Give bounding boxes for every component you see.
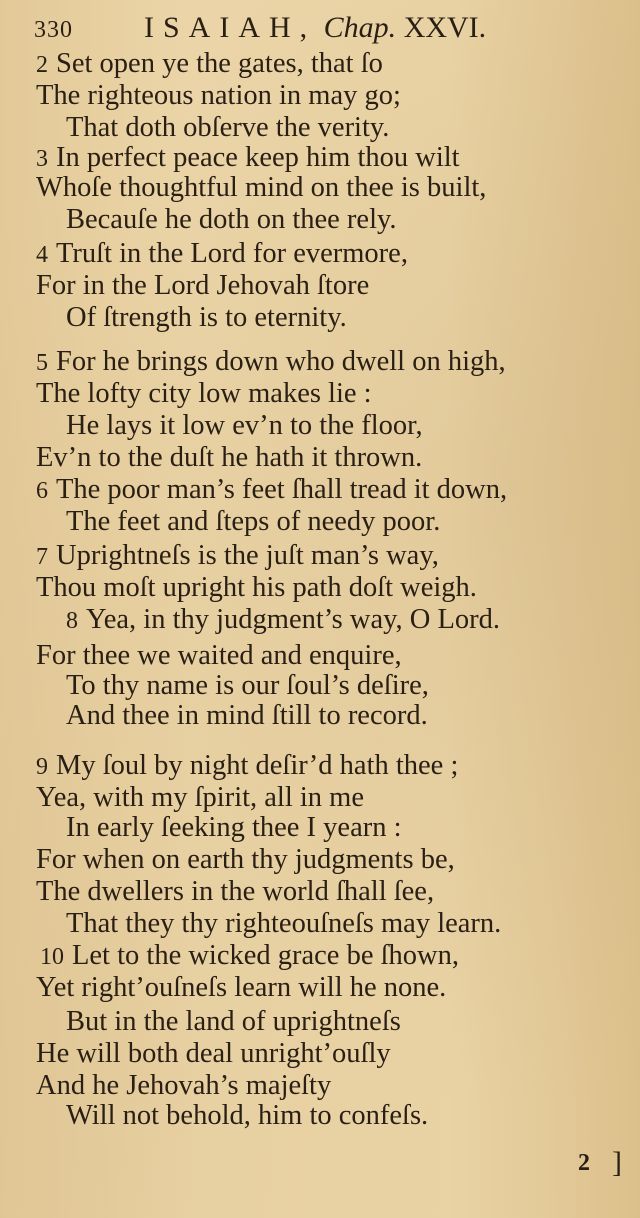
verse-line	[36, 378, 372, 410]
verse-line	[66, 812, 402, 844]
verse-line	[66, 1006, 401, 1038]
signature-mark: 2	[578, 1150, 590, 1176]
verse-line	[36, 442, 422, 474]
verse-line	[36, 876, 434, 908]
verse-line	[36, 270, 369, 302]
verse-text: Will not behold, him to confeſs.	[66, 1100, 429, 1131]
verse-text: For when on earth thy judgments be,	[36, 844, 455, 875]
verse-number: 2	[36, 52, 48, 78]
verse-number: 7	[36, 544, 48, 570]
verse-text: My ſoul by night deſir’d hath thee ;	[56, 750, 459, 781]
verse-line	[36, 972, 446, 1004]
verse-text: For he brings down who dwell on high,	[56, 346, 506, 377]
verse-line	[36, 1038, 391, 1070]
verse-text: In perfect peace keep him thou wilt	[56, 142, 460, 173]
verse-text: For in the Lord Jehovah ſtore	[36, 270, 370, 301]
verse-number: 4	[36, 242, 48, 268]
verse-line	[36, 750, 458, 783]
verse-number: 5	[36, 350, 48, 376]
verse-number: 10	[40, 944, 64, 970]
verse-text: He lays it low ev’n to the floor,	[66, 410, 423, 441]
page-number: 330	[34, 17, 73, 43]
verse-line	[36, 640, 402, 672]
verse-text: The lofty city low makes lie :	[36, 378, 372, 409]
verse-line	[66, 112, 389, 144]
verse-line	[66, 506, 440, 538]
verse-text: The feet and ſteps of needy poor.	[66, 506, 441, 537]
verse-text: That doth obſerve the verity.	[66, 112, 390, 143]
verse-text: That they thy righteouſneſs may learn.	[66, 908, 502, 939]
verse-line	[66, 604, 500, 637]
verse-line	[36, 142, 460, 175]
verse-line	[36, 80, 401, 112]
verse-number: 3	[36, 146, 48, 172]
verse-line	[36, 782, 364, 814]
bracket-mark: ]	[612, 1146, 622, 1179]
verse-line	[36, 474, 507, 507]
verse-line	[66, 302, 347, 334]
verse-text: Thou moſt upright his path doſt weigh.	[36, 572, 477, 603]
verse-line	[36, 48, 383, 81]
verse-number: 6	[36, 478, 48, 504]
book-title: ISAIAH,	[144, 11, 317, 44]
verse-text: Yea, in thy judgment’s way, O Lord.	[86, 604, 501, 635]
verse-line	[66, 670, 429, 702]
verse-line	[66, 908, 501, 940]
verse-line	[66, 1100, 428, 1132]
verse-text: Yea, with my ſpirit, all in me	[36, 782, 365, 813]
verse-text: Becauſe he doth on thee rely.	[66, 204, 397, 235]
verse-number: 9	[36, 754, 48, 780]
verse-text: But in the land of uprightneſs	[66, 1006, 401, 1037]
verse-line	[66, 700, 428, 732]
verse-text: To thy name is our ſoul’s deſire,	[66, 670, 429, 701]
verse-text: Yet right’ouſneſs learn will he none.	[36, 972, 447, 1003]
verse-line	[36, 238, 408, 271]
verse-line	[36, 572, 477, 604]
verse-text: For thee we waited and enquire,	[36, 640, 402, 671]
verse-number: 8	[66, 608, 78, 634]
verse-text: The poor man’s feet ſhall tread it down,	[56, 474, 508, 505]
page-header	[34, 8, 620, 48]
verse-text: In early ſeeking thee I yearn :	[66, 812, 402, 843]
verse-line	[36, 346, 506, 379]
verse-text: The dwellers in the world ſhall ſee,	[36, 876, 435, 907]
chapter-label: Chap.	[323, 11, 397, 44]
verse-line	[66, 204, 397, 236]
verse-line	[36, 172, 486, 204]
verse-line	[36, 844, 455, 876]
verse-text: Whoſe thoughtful mind on thee is built,	[36, 172, 487, 203]
verse-text: Ev’n to the duſt he hath it thrown.	[36, 442, 423, 473]
verse-text: Uprightneſs is the juſt man’s way,	[56, 540, 439, 571]
verse-text: And thee in mind ſtill to record.	[66, 700, 428, 731]
verse-text: Let to the wicked grace be ſhown,	[72, 940, 459, 971]
verse-text: The righteous nation in may go;	[36, 80, 401, 111]
verse-line	[40, 940, 459, 973]
verse-text: Truſt in the Lord for evermore,	[56, 238, 408, 269]
verse-line	[36, 540, 439, 573]
chapter-number: XXVI.	[403, 11, 487, 44]
verse-text: He will both deal unright’ouſly	[36, 1038, 391, 1069]
running-head	[144, 8, 486, 48]
verse-text: And he Jehovah’s majeſty	[36, 1070, 332, 1101]
verse-text: Set open ye the gates, that ſo	[56, 48, 383, 79]
verse-line	[66, 410, 423, 442]
verse-line	[36, 1070, 331, 1102]
verse-text: Of ſtrength is to eternity.	[66, 302, 347, 333]
